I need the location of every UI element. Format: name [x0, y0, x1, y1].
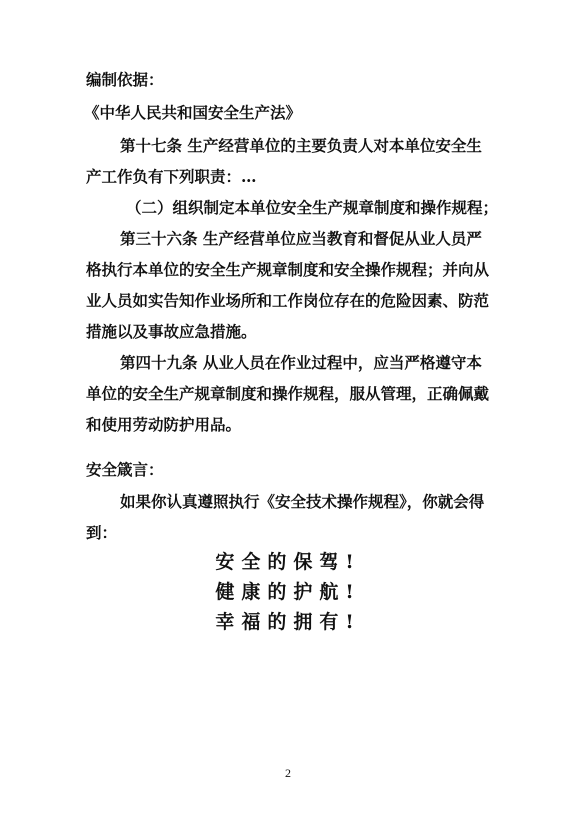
- article-36-line-3: 业人员如实告知作业场所和工作岗位存在的危险因素、防范: [86, 291, 490, 310]
- article-36-line-1: 第三十六条 生产经营单位应当教育和督促从业人员严: [120, 229, 482, 248]
- article-49-line-2: 单位的安全生产规章制度和操作规程，服从管理，正确佩戴: [86, 384, 490, 403]
- motto-line-1: 安全的保驾!: [215, 551, 361, 573]
- article-49-line-3: 和使用劳动防护用品。: [86, 415, 242, 434]
- page-number: 2: [285, 766, 291, 780]
- motto-heading: 安全箴言：: [86, 460, 164, 479]
- item-2: （二）组织制定本单位安全生产规章制度和操作规程；: [126, 198, 499, 217]
- article-17-line-2: 产工作负有下列职责：…: [86, 167, 257, 186]
- law-title: 《中华人民共和国安全生产法》: [84, 103, 302, 122]
- basis-heading: 编制依据：: [86, 70, 164, 89]
- motto-line-3: 幸福的拥有!: [215, 611, 361, 633]
- article-36-line-2: 格执行本单位的安全生产规章制度和安全操作规程；并向从: [86, 260, 490, 279]
- article-36-line-4: 措施以及事故应急措施。: [86, 322, 257, 341]
- article-17-line-1: 第十七条 生产经营单位的主要负责人对本单位安全生: [120, 136, 482, 155]
- motto-intro-line-1: 如果你认真遵照执行《安全技术操作规程》，你就会得: [120, 492, 485, 511]
- motto-intro-line-2: 到：: [86, 523, 118, 542]
- article-49-line-1: 第四十九条 从业人员在作业过程中，应当严格遵守本: [120, 353, 482, 372]
- motto-line-2: 健康的护航!: [215, 581, 361, 603]
